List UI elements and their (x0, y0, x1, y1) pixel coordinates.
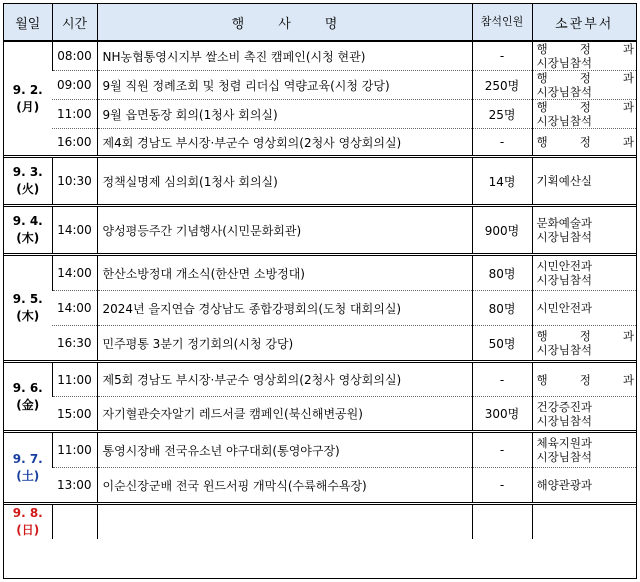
table-row (4, 326, 636, 362)
dept-line: 시장님참석 (536, 413, 593, 428)
event-cell: NH농협통영시지부 쌀소비 촉진 캠페인(시청 현관) (97, 41, 472, 71)
header-event: 행사명 (97, 4, 472, 41)
time-cell: 14:00 (52, 206, 97, 255)
table-row (4, 362, 636, 397)
date-day: 9. 4. (12, 214, 43, 228)
dept-cell (532, 432, 636, 468)
event-cell: 정책실명제 심의회(1청사 회의실) (97, 157, 472, 206)
dept-line: 시장님참석 (536, 273, 593, 287)
event-cell: 제5회 경남도 부시장·부군수 영상회의(2청사 영상회의실) (97, 362, 472, 397)
dept-line: 해양관광과 (536, 478, 593, 492)
dept-cell (532, 206, 636, 255)
time-cell: 15:00 (52, 397, 97, 432)
attendees-cell: 25명 (472, 100, 532, 129)
event-cell: 이순신장군배 전국 윈드서핑 개막식(수륙해수욕장) (97, 468, 472, 504)
dept-line: 행 정 과 (536, 100, 634, 114)
time-cell (52, 504, 97, 540)
time-cell: 16:00 (52, 129, 97, 157)
dept-line: 시장님참석 (536, 85, 593, 99)
date-day: 9. 7. (12, 451, 43, 466)
time-cell: 14:00 (52, 291, 97, 326)
time-cell: 14:00 (52, 255, 97, 291)
header-date: 월일 (4, 4, 52, 41)
time-cell: 16:30 (52, 326, 97, 362)
date-day: 9. 8. (12, 506, 43, 520)
table-row (4, 157, 636, 206)
dept-cell (532, 41, 636, 71)
attendees-cell: 50명 (472, 326, 532, 362)
attendees-cell: 80명 (472, 291, 532, 326)
time-cell: 11:00 (52, 432, 97, 468)
table-row (4, 206, 636, 255)
dept-line: 행 정 과 (536, 329, 634, 343)
dept-line: 시장님참석 (536, 114, 593, 128)
schedule-table (4, 4, 636, 539)
date-weekday: (土) (16, 468, 40, 483)
dept-line: 행 정 과 (536, 135, 634, 149)
table-row (4, 100, 636, 129)
attendees-cell: 80명 (472, 255, 532, 291)
event-cell: 2024년 을지연습 경상남도 종합강평회의(도청 대회의실) (97, 291, 472, 326)
schedule-body (4, 41, 636, 539)
time-cell: 13:00 (52, 468, 97, 504)
attendees-cell: - (472, 41, 532, 71)
table-row (4, 291, 636, 326)
time-cell: 11:00 (52, 100, 97, 129)
date-weekday: (木) (16, 309, 40, 323)
dept-cell (532, 504, 636, 540)
table-row (4, 432, 636, 468)
dept-line: 체육지원과 (536, 436, 593, 450)
attendees-cell: - (472, 432, 532, 468)
date-day: 9. 5. (12, 292, 43, 306)
date-day: 9. 2. (12, 82, 43, 97)
date-cell (4, 255, 52, 362)
dept-cell (532, 71, 636, 100)
event-cell (97, 504, 472, 540)
attendees-cell: - (472, 129, 532, 157)
date-weekday: (木) (16, 231, 40, 245)
date-day: 9. 6. (12, 380, 43, 395)
date-weekday: (火) (16, 182, 40, 196)
table-row (4, 129, 636, 157)
event-cell: 9월 읍면동장 회의(1청사 회의실) (97, 100, 472, 129)
dept-line: 행 정 과 (536, 71, 634, 85)
date-weekday: (金) (16, 397, 40, 412)
event-cell: 통영시장배 전국유소년 야구대회(통영야구장) (97, 432, 472, 468)
table-row (4, 255, 636, 291)
dept-cell (532, 468, 636, 504)
dept-line: 시장님참석 (536, 56, 593, 70)
attendees-cell: - (472, 468, 532, 504)
dept-cell (532, 291, 636, 326)
header-row (4, 4, 636, 41)
attendees-cell: 250명 (472, 71, 532, 100)
dept-line: 시장님참석 (536, 230, 593, 244)
table-row (4, 397, 636, 432)
date-cell (4, 206, 52, 255)
dept-line: 시민안전과 (536, 259, 593, 273)
time-cell: 08:00 (52, 41, 97, 71)
date-weekday: (日) (16, 523, 40, 537)
table-row (4, 71, 636, 100)
schedule-table-frame (3, 3, 637, 579)
time-cell: 10:30 (52, 157, 97, 206)
dept-line: 행 정 과 (536, 372, 634, 387)
date-cell (4, 432, 52, 504)
table-row (4, 41, 636, 71)
header-time: 시간 (52, 4, 97, 41)
date-cell (4, 362, 52, 432)
attendees-cell: 300명 (472, 397, 532, 432)
time-cell: 11:00 (52, 362, 97, 397)
attendees-cell: - (472, 362, 532, 397)
dept-line: 시민안전과 (536, 301, 593, 315)
event-cell: 9월 직원 정례조회 및 청렴 리더십 역량교육(시청 강당) (97, 71, 472, 100)
attendees-cell: 14명 (472, 157, 532, 206)
dept-line: 문화예술과 (536, 216, 593, 230)
event-cell: 자기혈관숫자알기 레드서클 캠페인(북신해변공원) (97, 397, 472, 432)
attendees-cell: 900명 (472, 206, 532, 255)
event-cell: 제4회 경남도 부시장·부군수 영상회의(2청사 영상회의실) (97, 129, 472, 157)
table-row (4, 504, 636, 540)
attendees-cell (472, 504, 532, 540)
date-cell (4, 41, 52, 157)
dept-cell (532, 326, 636, 362)
dept-line: 건강증진과 (536, 399, 593, 414)
time-cell: 09:00 (52, 71, 97, 100)
dept-line: 시장님참석 (536, 450, 593, 464)
dept-line: 기획예산실 (536, 174, 593, 188)
event-cell: 민주평통 3분기 정기회의(시청 강당) (97, 326, 472, 362)
table-row (4, 468, 636, 504)
date-cell (4, 504, 52, 540)
dept-line: 행 정 과 (536, 42, 634, 56)
header-dept: 소관부서 (532, 4, 636, 41)
dept-cell (532, 255, 636, 291)
dept-cell (532, 397, 636, 432)
dept-line: 시장님참석 (536, 343, 593, 357)
date-day: 9. 3. (12, 165, 43, 179)
dept-cell (532, 157, 636, 206)
dept-cell (532, 100, 636, 129)
dept-cell (532, 362, 636, 397)
header-attendees: 참석인원 (472, 4, 532, 41)
event-cell: 양성평등주간 기념행사(시민문화회관) (97, 206, 472, 255)
date-weekday: (月) (16, 99, 40, 114)
date-cell (4, 157, 52, 206)
dept-cell (532, 129, 636, 157)
event-cell: 한산소방정대 개소식(한산면 소방정대) (97, 255, 472, 291)
